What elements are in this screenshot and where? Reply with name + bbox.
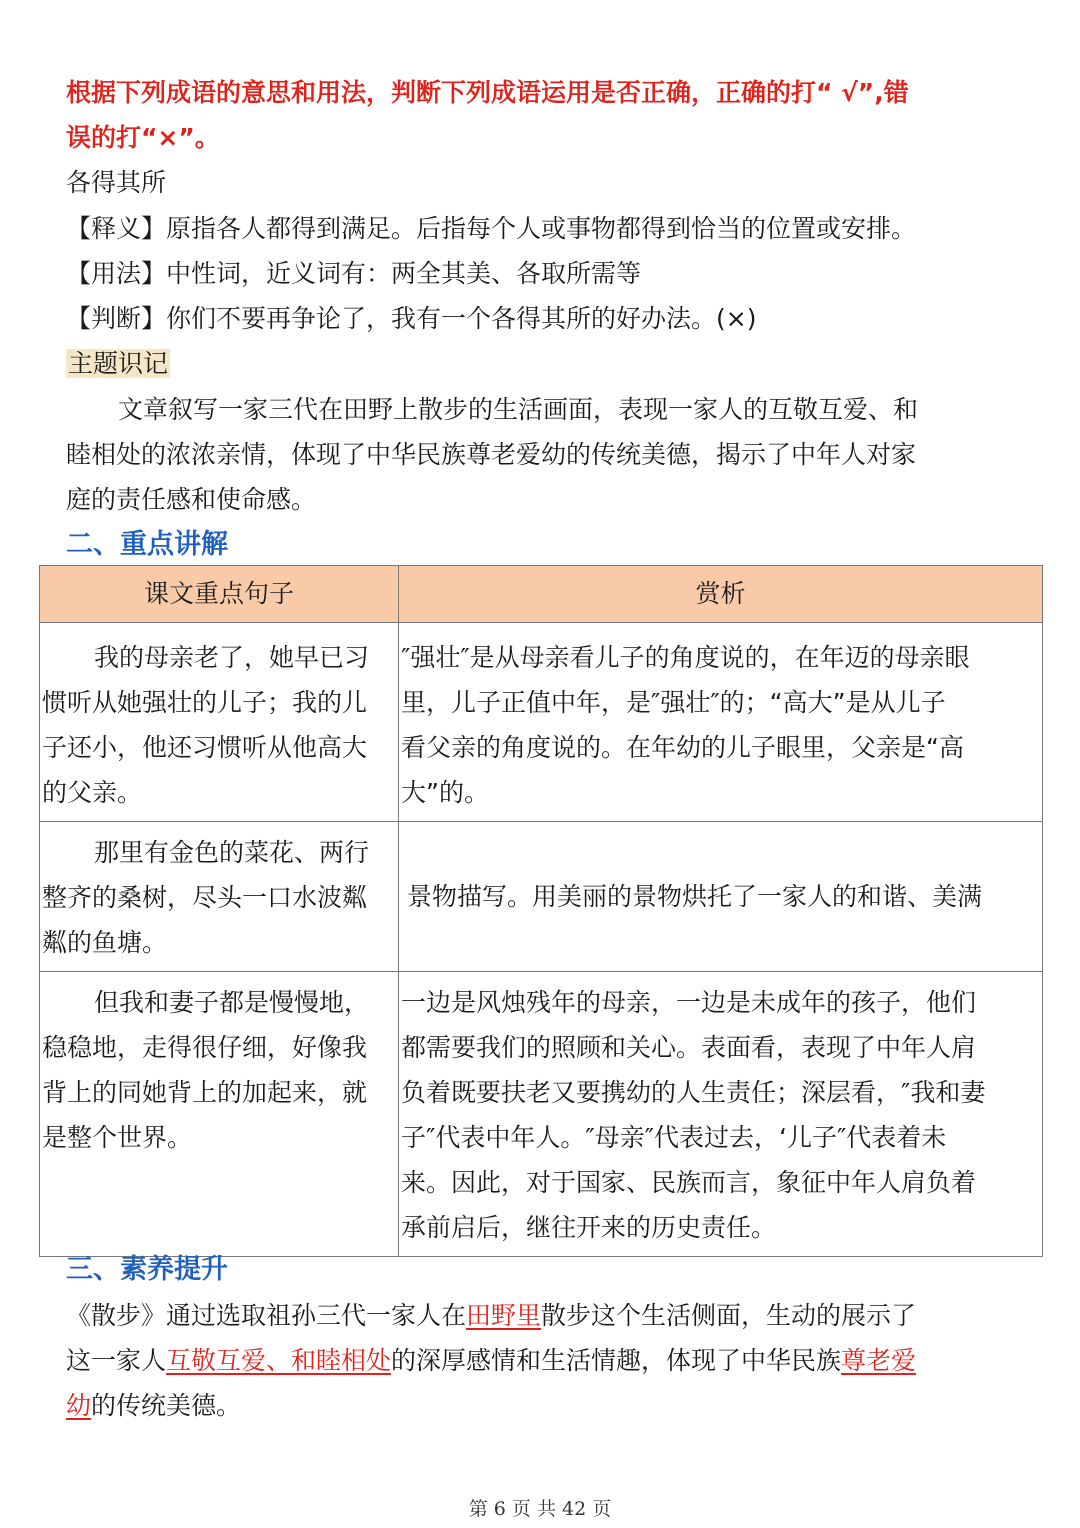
summary-text: 散步这个生活侧面，生动的展示了: [541, 1301, 917, 1330]
sentence-cell: [40, 623, 399, 822]
summary-text: 这一家人: [66, 1346, 167, 1375]
answer-underline: 田野里: [466, 1301, 542, 1330]
summary-line-3: [66, 1383, 241, 1428]
analysis-text: 一边是风烛残年的母亲，一边是未成年的孩子，他们: [401, 988, 977, 1017]
idiom-usage: 【用法】中性词，近义词有：两全其美、各取所需等: [66, 259, 642, 288]
theme-heading-wrap: [66, 341, 170, 386]
analysis-cell: [399, 822, 1043, 972]
summary-line-2: [66, 1338, 916, 1383]
idiom-meaning: 【释义】原指各人都得到满足。后指每个人或事物都得到恰当的位置或安排。: [66, 214, 917, 243]
summary-line-1: [66, 1293, 916, 1338]
table-row: [40, 822, 1043, 972]
answer-underline: 互敬互爱、和睦相处: [166, 1346, 392, 1375]
analysis-text: 大”的。: [401, 778, 489, 807]
sentence-cell: [40, 972, 399, 1257]
sentence-text: 粼的鱼塘。: [42, 928, 168, 957]
theme-line-2: 睦相处的浓浓亲情，体现了中华民族尊老爱幼的传统美德，揭示了中年人对家: [66, 440, 917, 469]
idiom-judgement: 【判断】你们不要再争论了，我有一个各得其所的好办法。(×): [66, 304, 757, 333]
section-2-heading: 二、重点讲解: [66, 529, 228, 560]
summary-text: 的深厚感情和生活情趣，体现了中华民族: [391, 1346, 842, 1375]
sentence-text: 子还小，他还习惯听从他高大: [42, 733, 368, 762]
instruction-line-1: 根据下列成语的意思和用法，判断下列成语运用是否正确，正确的打“ √”,错: [66, 78, 909, 107]
analysis-text: 里，儿子正值中年，是″强壮″的；“高大”是从儿子: [401, 688, 946, 717]
sentence-text: 是整个世界。: [42, 1123, 193, 1152]
sentence-text: 稳稳地，走得很仔细，好像我: [42, 1033, 368, 1062]
analysis-text: 负着既要扶老又要携幼的人生责任；深层看，″我和妻: [401, 1078, 986, 1107]
analysis-text: 看父亲的角度说的。在年幼的儿子眼里，父亲是“高: [401, 733, 964, 762]
sentence-text: 但我和妻子都是慢慢地，: [94, 988, 370, 1017]
analysis-cell: [399, 972, 1043, 1257]
analysis-text: 承前启后，继往开来的历史责任。: [401, 1213, 777, 1242]
sentence-text: 整齐的桑树，尽头一口水波粼: [42, 883, 368, 912]
summary-text: 《散步》通过选取祖孙三代一家人在: [66, 1301, 467, 1330]
sentence-text: 那里有金色的菜花、两行: [94, 838, 370, 867]
sentence-cell: [40, 822, 399, 972]
analysis-text: 都需要我们的照顾和关心。表面看，表现了中年人肩: [401, 1033, 977, 1062]
col-header-analysis: 赏析: [399, 566, 1043, 623]
theme-line-3: 庭的责任感和使命感。: [66, 485, 317, 514]
analysis-text: 子″代表中年人。″母亲″代表过去，‘儿子″代表着未: [401, 1123, 947, 1152]
table-row: [40, 972, 1043, 1257]
theme-line-1: 文章叙写一家三代在田野上散步的生活画面，表现一家人的互敬互爱、和: [118, 395, 919, 424]
section-3-heading: 三、素养提升: [66, 1254, 228, 1285]
sentence-text: 背上的同她背上的加起来，就: [42, 1078, 368, 1107]
table-row: [40, 623, 1043, 822]
sentence-text: 的父亲。: [42, 778, 143, 807]
analysis-cell: [399, 623, 1043, 822]
idiom-title: 各得其所: [66, 168, 167, 197]
sentence-text: 惯听从她强壮的儿子；我的儿: [42, 688, 368, 717]
col-header-sentence: 课文重点句子: [40, 566, 399, 623]
analysis-text: 来。因此，对于国家、民族而言，象征中年人肩负着: [401, 1168, 977, 1197]
analysis-text: ″强壮″是从母亲看儿子的角度说的，在年迈的母亲眼: [401, 643, 970, 672]
instruction-line-2: 误的打“×”。: [66, 123, 220, 152]
key-sentences-table: [39, 565, 1043, 1257]
table-header-row: [40, 566, 1043, 623]
page-number-footer: 第 6 页 共 42 页: [468, 1498, 612, 1520]
analysis-text: 景物描写。用美丽的景物烘托了一家人的和谐、美满: [407, 882, 983, 911]
answer-underline: 幼: [66, 1391, 92, 1420]
sentence-text: 我的母亲老了，她早已习: [94, 643, 370, 672]
theme-heading: 主题识记: [68, 349, 169, 378]
answer-underline: 尊老爱: [841, 1346, 917, 1375]
summary-text: 的传统美德。: [91, 1391, 242, 1420]
